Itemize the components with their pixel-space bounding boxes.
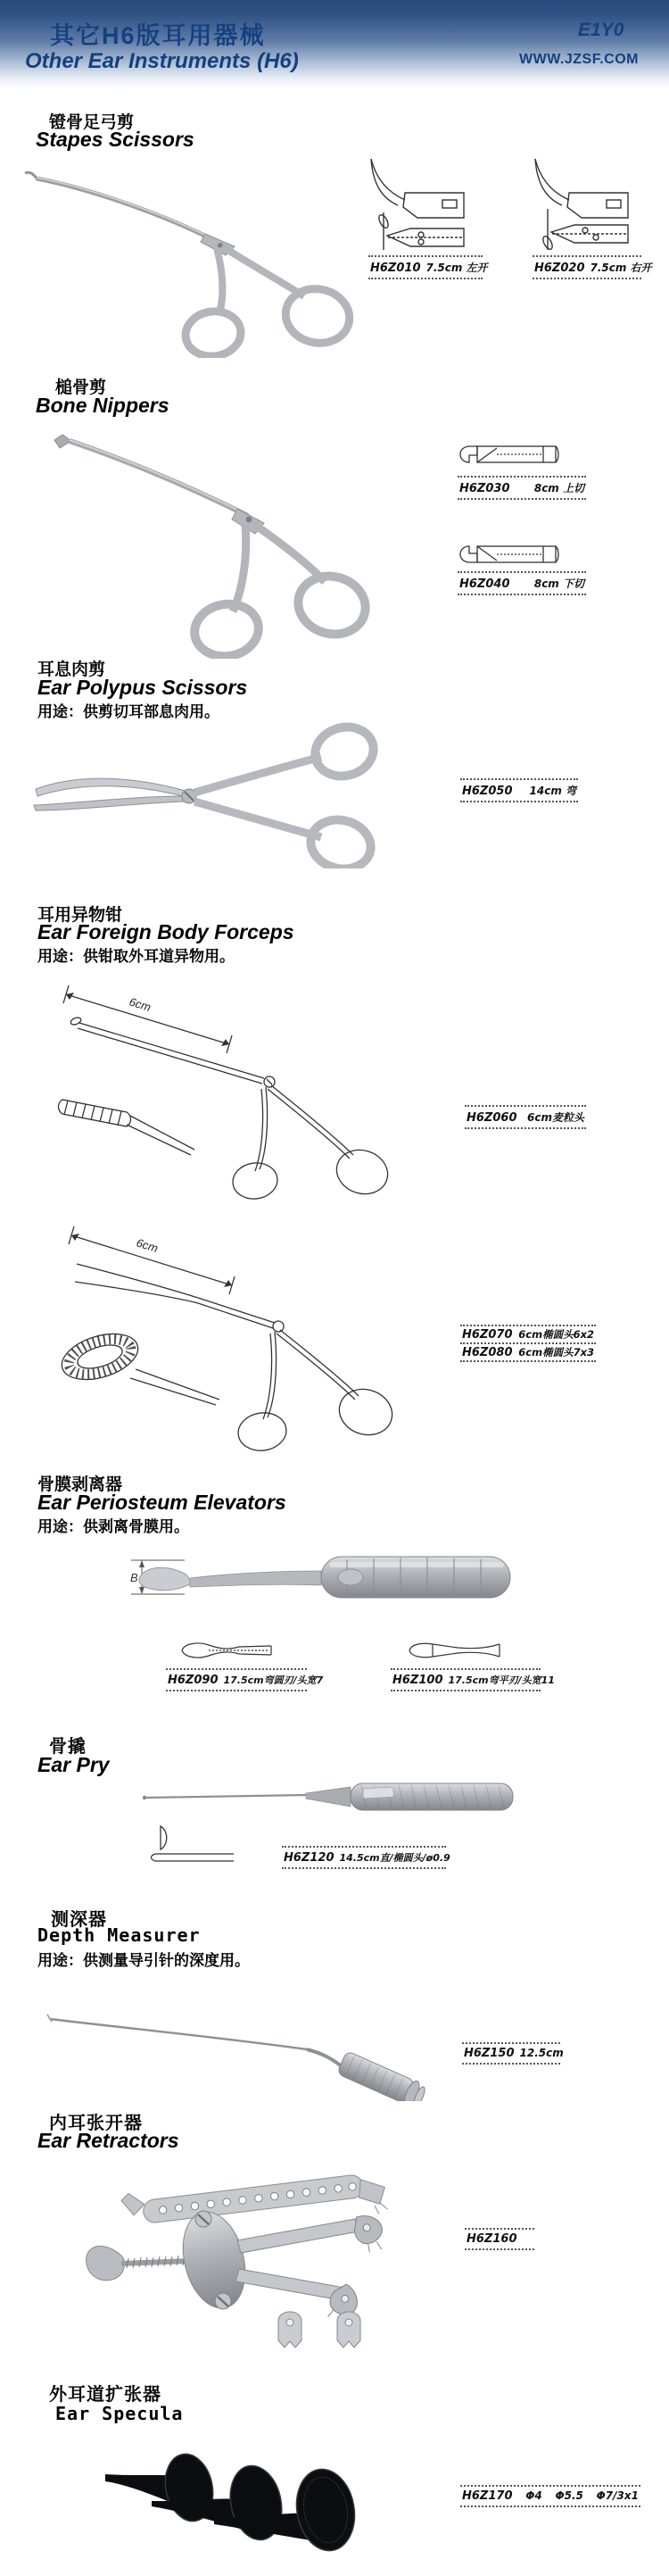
page-title-zh: 其它H6版耳用器械 <box>50 22 266 49</box>
section-title-zh-periosteum: 骨膜剥离器 <box>37 1475 123 1494</box>
product-label-h6z050 <box>460 778 578 802</box>
model-number: H6Z050 <box>462 785 513 798</box>
foreign-body-forceps-grain-tip-drawing <box>54 975 437 1202</box>
model-spec: 6cm椭圆头6x2 <box>518 1328 594 1341</box>
section-title-en-ear-retractors: Ear Retractors <box>37 2129 179 2152</box>
foreign-body-forceps-oval-tip-drawing <box>54 1203 437 1453</box>
section-title-zh-stapes: 镫骨足弓剪 <box>49 113 135 132</box>
product-label-h6z060 <box>465 1105 586 1129</box>
product-label-h6z170 <box>460 2485 640 2507</box>
model-spec: 17.5cm弯平刃/头宽11 <box>448 1674 555 1686</box>
model-number: H6Z160 <box>467 2232 517 2246</box>
dimension-6cm: 6cm <box>128 994 153 1015</box>
usage-note-foreign-body: 用途：供钳取外耳道异物用。 <box>37 948 235 965</box>
section-title-zh-ear-pry: 骨撬 <box>49 1737 87 1757</box>
model-number: H6Z080 <box>462 1346 513 1359</box>
model-spec: 8cm 上切 <box>533 482 584 494</box>
section-title-zh-polypus: 耳息肉剪 <box>37 661 106 679</box>
model-spec: 8cm 下切 <box>533 578 584 590</box>
product-label-h6z100 <box>391 1668 555 1691</box>
model-number: H6Z170 <box>462 2489 513 2503</box>
section-title-en-foreign-body: Ear Foreign Body Forceps <box>37 920 294 943</box>
section-title-en-polypus: Ear Polypus Scissors <box>37 676 248 699</box>
ear-pry-photo <box>138 1776 522 1816</box>
model-number: H6Z120 <box>284 1851 334 1865</box>
model-spec: 14cm 弯 <box>529 785 576 797</box>
section-title-zh-ear-retractors: 内耳张开器 <box>49 2114 143 2133</box>
product-label-h6z010 <box>368 255 488 279</box>
flat-blade-tip-drawing <box>406 1639 504 1662</box>
model-spec-diameter-4: Φ4 <box>525 2489 542 2502</box>
pry-shaft-drawing <box>146 1851 237 1864</box>
model-spec: 7.5cm 左开 <box>425 262 488 274</box>
product-label-h6z120 <box>282 1846 450 1869</box>
product-label-h6z150 <box>462 2042 564 2065</box>
usage-note-periosteum: 用途：供剥离骨膜用。 <box>37 1518 189 1535</box>
header-banner <box>0 0 669 89</box>
page-code: E1Y0 <box>578 20 624 40</box>
model-spec: 17.5cm弯圆刃/头宽7 <box>223 1674 324 1686</box>
usage-note-depth-measurer: 用途：供测量导引针的深度用。 <box>37 1952 250 1969</box>
product-row-h6z070 <box>460 1326 596 1344</box>
model-spec-diameter-5-5: Φ5.5 <box>555 2489 583 2502</box>
section-title-zh-bone-nippers: 槌骨剪 <box>55 378 107 397</box>
model-number: H6Z100 <box>392 1674 443 1687</box>
section-title-en-periosteum: Ear Periosteum Elevators <box>37 1491 286 1514</box>
section-title-en-stapes: Stapes Scissors <box>36 128 194 151</box>
ear-retractor-photo <box>78 2164 516 2358</box>
section-title-en-ear-specula: Ear Specula <box>55 2403 184 2424</box>
model-number: H6Z060 <box>467 1111 517 1125</box>
model-number: H6Z150 <box>464 2047 515 2060</box>
model-number: H6Z070 <box>462 1328 513 1342</box>
ear-periosteum-elevator-photo <box>129 1551 522 1603</box>
model-spec: 7.5cm 右开 <box>590 262 652 274</box>
section-title-zh-depth-measurer: 测深器 <box>51 1910 107 1930</box>
section-title-en-bone-nippers: Bone Nippers <box>36 394 169 417</box>
section-title-zh-foreign-body: 耳用异物钳 <box>37 906 123 925</box>
section-title-en-ear-pry: Ear Pry <box>37 1753 110 1776</box>
usage-note-polypus: 用途：供剪切耳部息肉用。 <box>37 703 219 720</box>
ear-specula-photo <box>100 2447 376 2555</box>
round-blade-tip-drawing <box>178 1639 277 1662</box>
model-number: H6Z010 <box>370 262 421 275</box>
model-spec: 14.5cm直/椭圆头/ø0.9 <box>339 1852 450 1864</box>
model-spec-diameter-7: Φ7/3x1 <box>596 2489 639 2502</box>
product-label-h6z090 <box>166 1668 324 1691</box>
model-number: H6Z020 <box>534 262 585 275</box>
model-spec: 12.5cm <box>519 2047 564 2059</box>
stapes-scissors-photo <box>22 157 370 358</box>
section-title-zh-ear-specula: 外耳道扩张器 <box>49 2385 161 2405</box>
product-label-h6z040 <box>458 571 586 595</box>
dimension-6cm: 6cm <box>135 1235 160 1256</box>
model-number: H6Z030 <box>459 482 510 495</box>
bone-nipper-up-cut-diagram <box>458 439 563 475</box>
product-row-h6z080 <box>460 1344 596 1360</box>
page-title-en: Other Ear Instruments (H6) <box>25 49 299 73</box>
bone-nippers-photo <box>25 427 400 659</box>
product-label-h6z030 <box>458 476 586 500</box>
product-label-h6z070-h6z080 <box>460 1325 596 1362</box>
stapes-right-open-diagram <box>528 154 633 253</box>
depth-measurer-photo <box>43 2003 426 2101</box>
bone-nipper-down-cut-diagram <box>458 532 563 569</box>
model-spec: 6cm椭圆头7x3 <box>518 1346 594 1359</box>
product-label-h6z020 <box>533 255 652 279</box>
model-number: H6Z040 <box>459 578 510 591</box>
section-title-en-depth-measurer: Depth Measurer <box>37 1924 201 1946</box>
stapes-left-open-diagram <box>364 154 469 253</box>
website-link[interactable]: WWW.JZSF.COM <box>519 52 639 67</box>
pry-tip-cross-section-drawing <box>155 1824 173 1851</box>
dimension-b: B <box>130 1571 138 1584</box>
model-number: H6Z090 <box>168 1674 219 1687</box>
model-spec: 6cm麦粒头 <box>527 1111 584 1124</box>
ear-polypus-scissors-photo <box>27 721 410 868</box>
product-label-h6z160 <box>465 2228 534 2250</box>
